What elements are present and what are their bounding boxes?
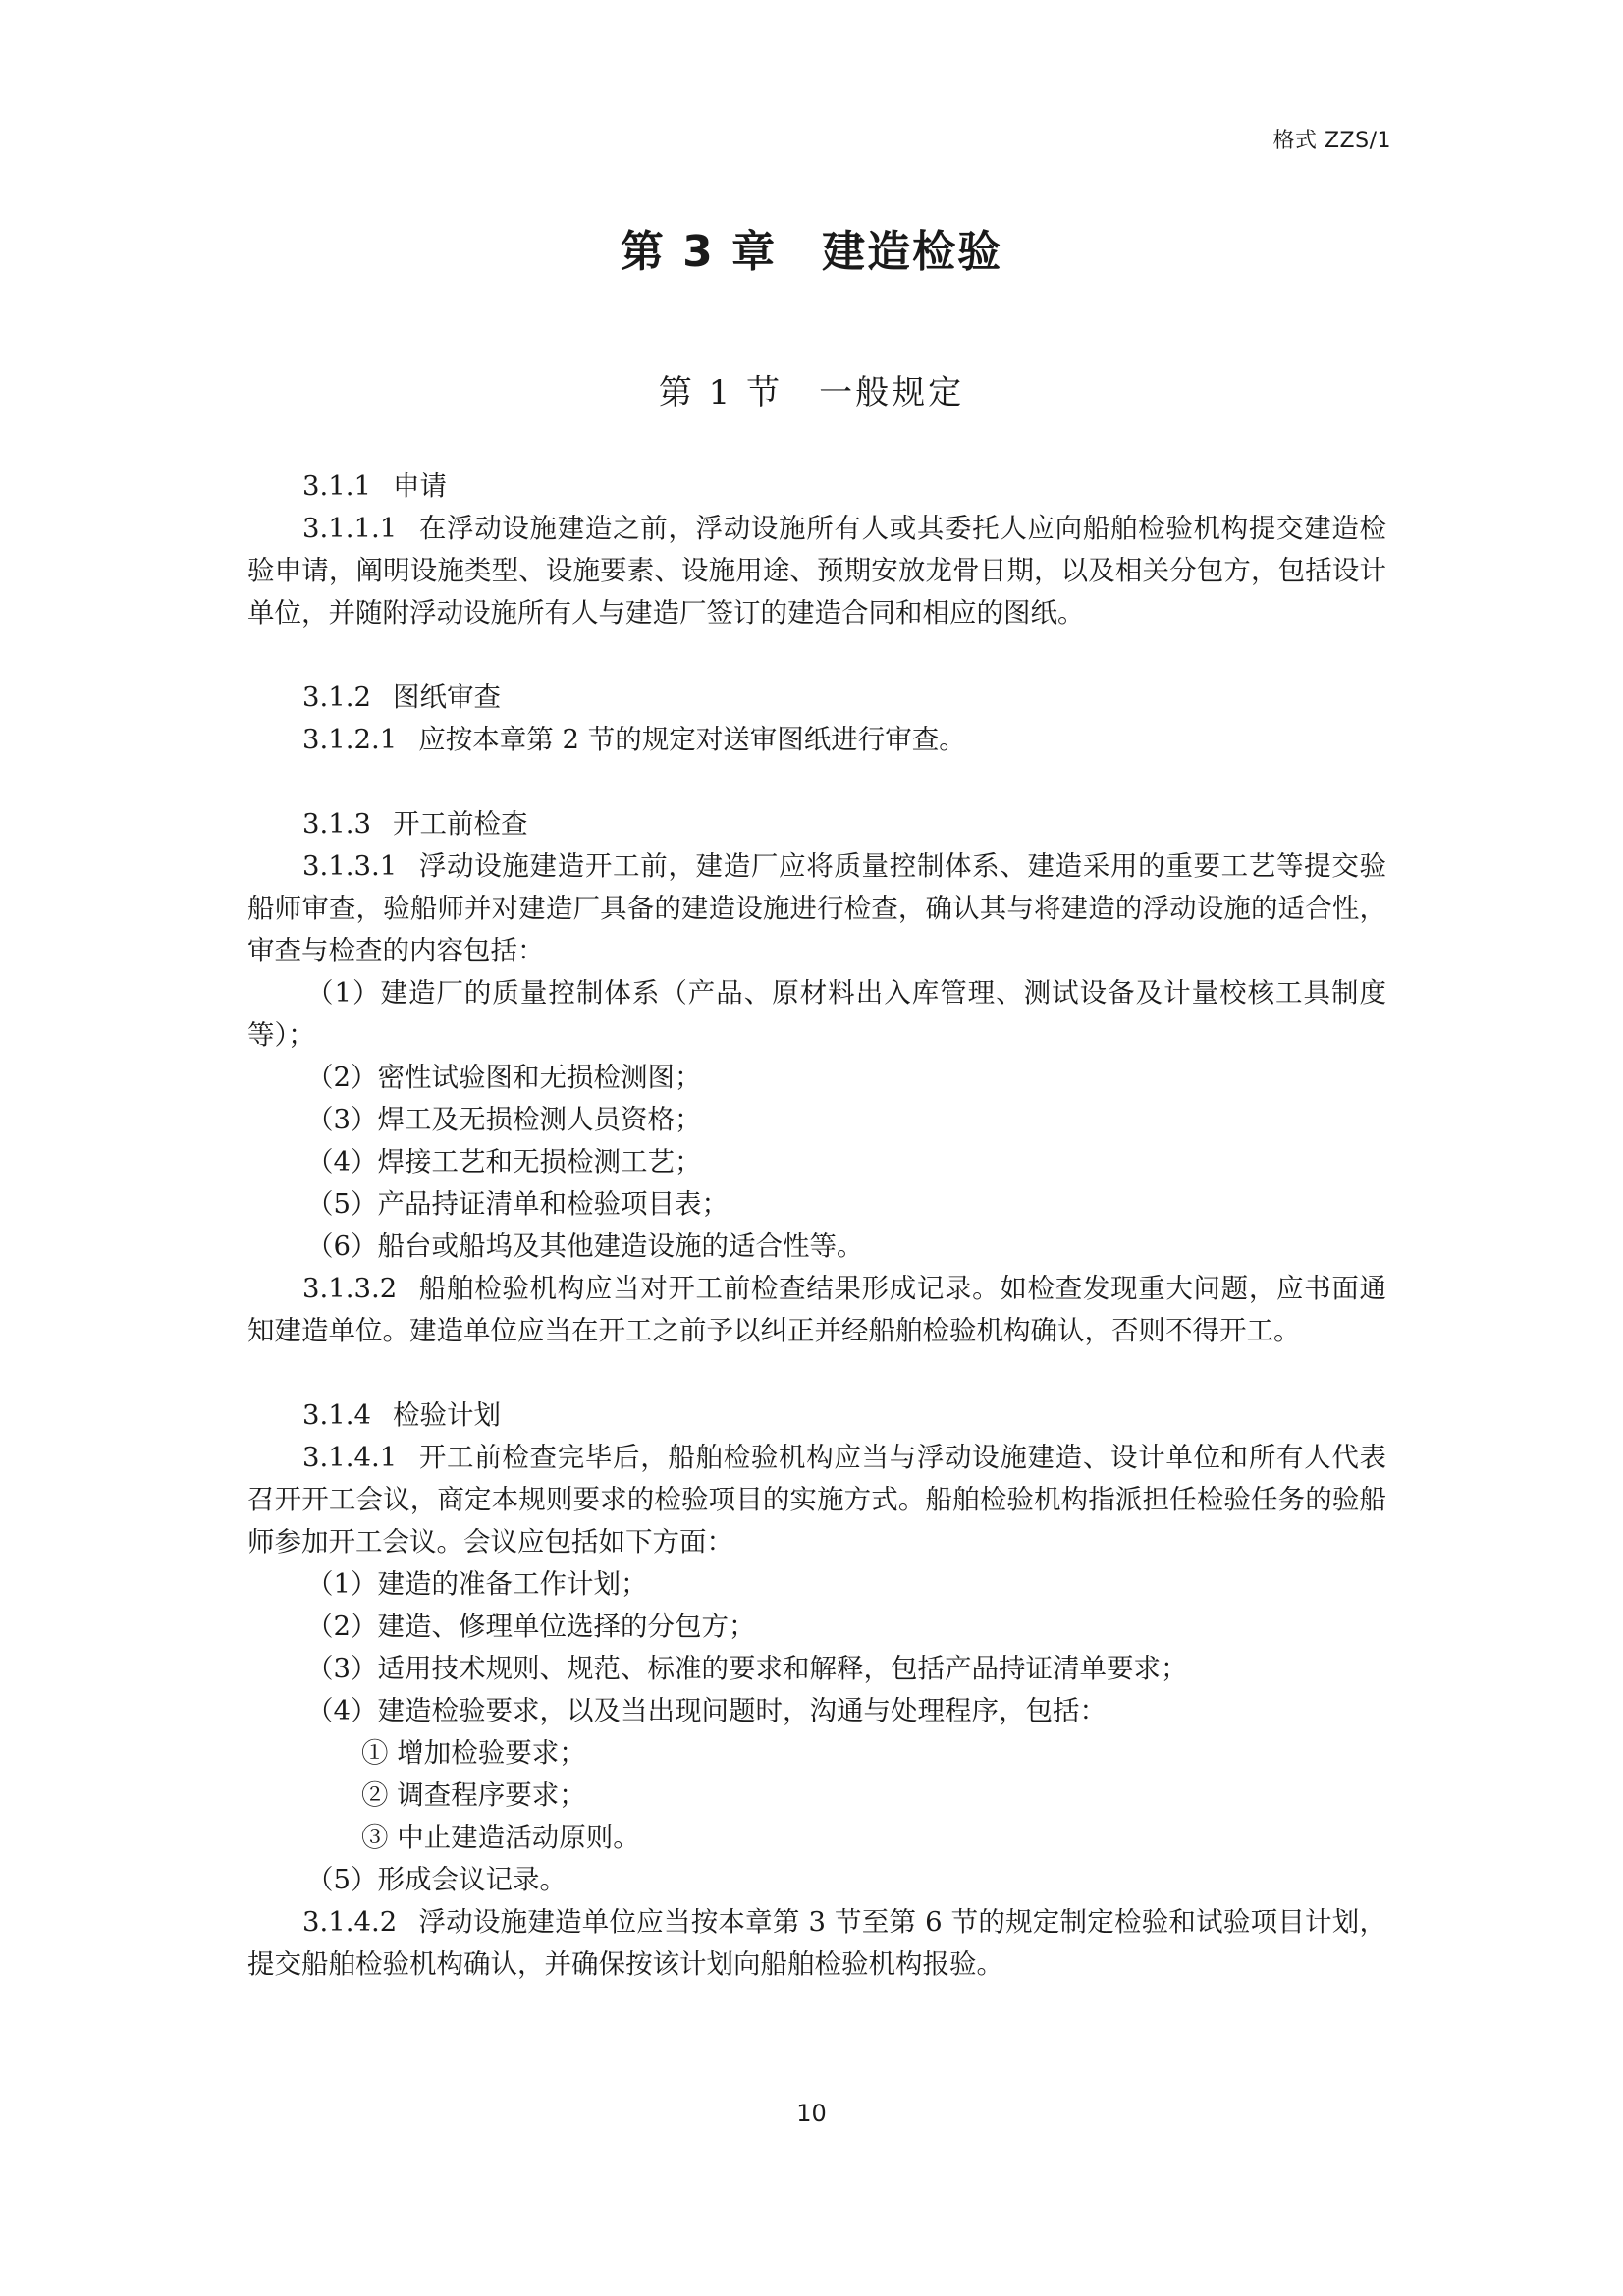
list-item: （2）密性试验图和无损检测图；	[306, 1062, 702, 1093]
sub-list-item: ② 调查程序要求；	[361, 1779, 586, 1811]
list-item: （1）建造的准备工作计划；	[306, 1568, 648, 1600]
section-title: 第 1 节 一般规定	[658, 373, 965, 412]
clause-number: 3.1.2	[302, 682, 371, 713]
paragraph-text: 浮动设施建造开工前，建造厂应将质量控制体系、建造采用的重要工艺等提交验船师审查，验船师并对建造厂具备的建造设施进行检查，确认其与将建造的浮动设施的适合性，审查与检查的内容包括：	[247, 850, 1386, 966]
clause-heading-3-1-3	[247, 803, 1386, 846]
document-body	[247, 465, 1386, 1986]
sub-list-item: ① 增加检验要求；	[361, 1737, 586, 1769]
clause-heading-3-1-4	[247, 1394, 1386, 1437]
paragraph-text: 浮动设施建造单位应当按本章第 3 节至第 6 节的规定制定检验和试验项目计划，提交船舶检验机构确认，并确保按该计划向船舶检验机构报验。	[247, 1906, 1386, 1980]
paragraph-3-1-2-1	[247, 719, 1386, 761]
paragraph-text: 船舶检验机构应当对开工前检查结果形成记录。如检查发现重大问题，应书面通知建造单位。建造单位应当在开工之前予以纠正并经船舶检验机构确认，否则不得开工。	[247, 1273, 1386, 1346]
paragraph-number: 3.1.4.2	[302, 1906, 398, 1938]
list-item: （6）船台或船坞及其他建造设施的适合性等。	[306, 1230, 864, 1262]
clause-heading-text: 图纸审查	[392, 682, 501, 713]
clause-heading-text: 开工前检查	[392, 808, 528, 840]
paragraph-number: 3.1.3.1	[302, 850, 398, 882]
list-item: （4）焊接工艺和无损检测工艺；	[306, 1146, 702, 1177]
list-item: （3）适用技术规则、规范、标准的要求和解释，包括产品持证清单要求；	[306, 1653, 1188, 1684]
paragraph-text: 开工前检查完毕后，船舶检验机构应当与浮动设施建造、设计单位和所有人代表召开开工会议，商定本规则要求的检验项目的实施方式。船舶检验机构指派担任检验任务的验船师参加开工会议。会议应包括如下方面：	[247, 1442, 1386, 1558]
list-item: （5）产品持证清单和检验项目表；	[306, 1188, 729, 1220]
list-item: （2）建造、修理单位选择的分包方；	[306, 1611, 756, 1642]
list-item: （3）焊工及无损检测人员资格；	[306, 1104, 702, 1135]
clause-heading-text: 检验计划	[392, 1399, 501, 1431]
paragraph-number: 3.1.3.2	[302, 1273, 398, 1304]
paragraph-text: 在浮动设施建造之前，浮动设施所有人或其委托人应向船舶检验机构提交建造检验申请，阐明设施类型、设施要素、设施用途、预期安放龙骨日期，以及相关分包方，包括设计单位，并随附浮动设施所有人与建造厂签订的建造合同和相应的图纸。	[247, 513, 1386, 629]
chapter-title: 第 3 章 建造检验	[620, 227, 1003, 277]
paragraph-number: 3.1.2.1	[302, 724, 398, 755]
paragraph-3-1-1-1	[247, 508, 1386, 634]
sub-list-item: ③ 中止建造活动原则。	[361, 1822, 640, 1853]
list-item: （5）形成会议记录。	[306, 1864, 567, 1895]
list-item: （1）建造厂的质量控制体系（产品、原材料出入库管理、测试设备及计量校核工具制度等）；	[247, 977, 1386, 1051]
clause-number: 3.1.4	[302, 1399, 371, 1431]
clause-number: 3.1.1	[302, 470, 371, 502]
clause-heading-3-1-2	[247, 677, 1386, 719]
paragraph-3-1-3-2	[247, 1268, 1386, 1352]
list-item: （4）建造检验要求，以及当出现问题时，沟通与处理程序，包括：	[306, 1695, 1107, 1726]
clause-heading-3-1-1	[247, 465, 1386, 508]
paragraph-number: 3.1.4.1	[302, 1442, 398, 1473]
paragraph-3-1-4-2	[247, 1901, 1386, 1986]
paragraph-number: 3.1.1.1	[302, 513, 398, 544]
paragraph-3-1-4-1	[247, 1437, 1386, 1563]
format-label: 格式 ZZS/1	[1272, 129, 1391, 153]
paragraph-text: 应按本章第 2 节的规定对送审图纸进行审查。	[418, 724, 966, 755]
page-number: 10	[796, 2100, 827, 2127]
paragraph-3-1-3-1	[247, 846, 1386, 972]
clause-heading-text: 申请	[392, 470, 447, 502]
clause-number: 3.1.3	[302, 808, 371, 840]
